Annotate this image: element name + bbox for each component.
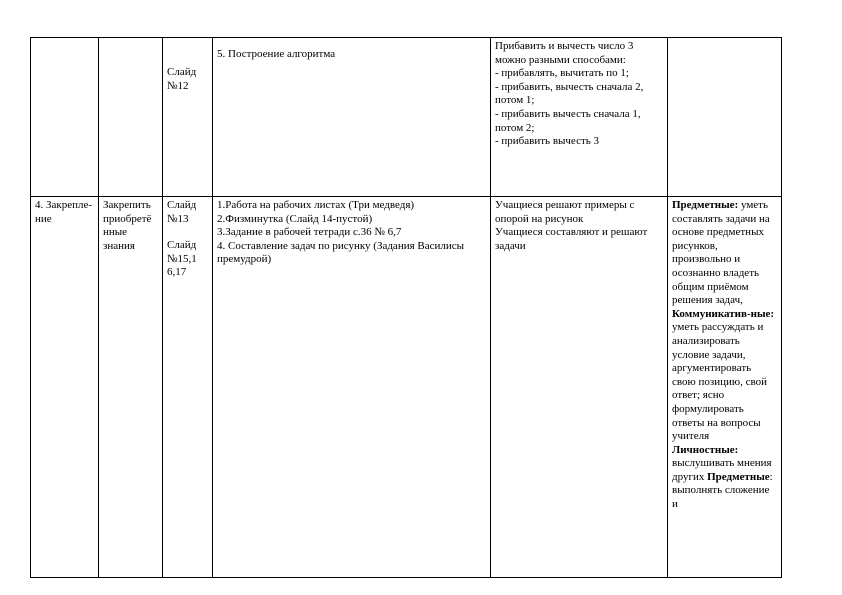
student-activity-cell — [491, 197, 668, 578]
teacher-activity-cell — [213, 38, 491, 197]
slide-number: Слайд №15,1 6,17 — [167, 239, 197, 279]
table-row — [31, 38, 782, 197]
list-item: - прибавлять, вычитать по 1; — [495, 67, 629, 80]
list-item: - прибавить вычесть 3 — [495, 135, 600, 148]
goal-cell — [99, 38, 163, 197]
personal-text: выслушивать мнения других — [672, 457, 772, 483]
slide-number: Слайд №13 — [167, 199, 197, 225]
slide-cell — [163, 197, 213, 578]
subject2-label: Предметные — [707, 470, 770, 483]
lesson-plan-table — [30, 37, 782, 578]
activity-line: 4. Составление задач по рисунку (Задания Василисы премудрой) — [217, 239, 465, 266]
stage-label: 4. Закрепле-ние — [35, 199, 93, 225]
student-activity-cell — [491, 38, 668, 197]
table-row — [31, 197, 782, 578]
activity-line: 2.Физминутка (Слайд 14-пустой) — [217, 212, 373, 225]
slide-number: Слайд №12 — [167, 66, 197, 92]
subject-label: Предметные: — [672, 199, 739, 211]
list-item: - прибавить, вычесть сначала 2, потом 1; — [495, 80, 644, 107]
subject2-text: : выполнять сложение и — [672, 470, 773, 511]
student-line: Учащиеся решают примеры с опорой на рисунок — [495, 199, 635, 225]
goal-cell — [99, 197, 163, 578]
uud-cell — [668, 38, 782, 197]
stage-cell — [31, 197, 99, 578]
list-item: - прибавить вычесть сначала 1, потом 2; — [495, 107, 641, 134]
activity-line: 3.Задание в рабочей тетради с.36 № 6,7 — [217, 226, 402, 239]
goal-text: Закрепить приобретё нные знания — [103, 199, 152, 252]
uud-cell — [668, 197, 782, 578]
activity-title: 5. Построение алгоритма — [217, 48, 336, 60]
teacher-activity-cell — [213, 197, 491, 578]
students-title: Прибавить и вычесть число 3 можно разными способами: — [495, 40, 634, 66]
personal-label: Личностные: — [672, 443, 739, 456]
subject-text: уметь составлять задачи на основе предметных рисунков, произвольно и осознанно владеть общим приёмом решения задач, — [672, 199, 770, 307]
stage-cell — [31, 38, 99, 197]
activity-line: 1.Работа на рабочих листах (Три медведя) — [217, 199, 415, 211]
communicative-label: Коммуникатив-ные: — [672, 307, 775, 320]
student-line: Учащиеся составляют и решают задачи — [495, 226, 648, 252]
slide-cell — [163, 38, 213, 197]
communicative-text: уметь рассуждать и анализировать условие задачи, аргументировать свою позицию, свой ответ; ясно формулировать ответы на вопросы учителя — [672, 321, 767, 443]
